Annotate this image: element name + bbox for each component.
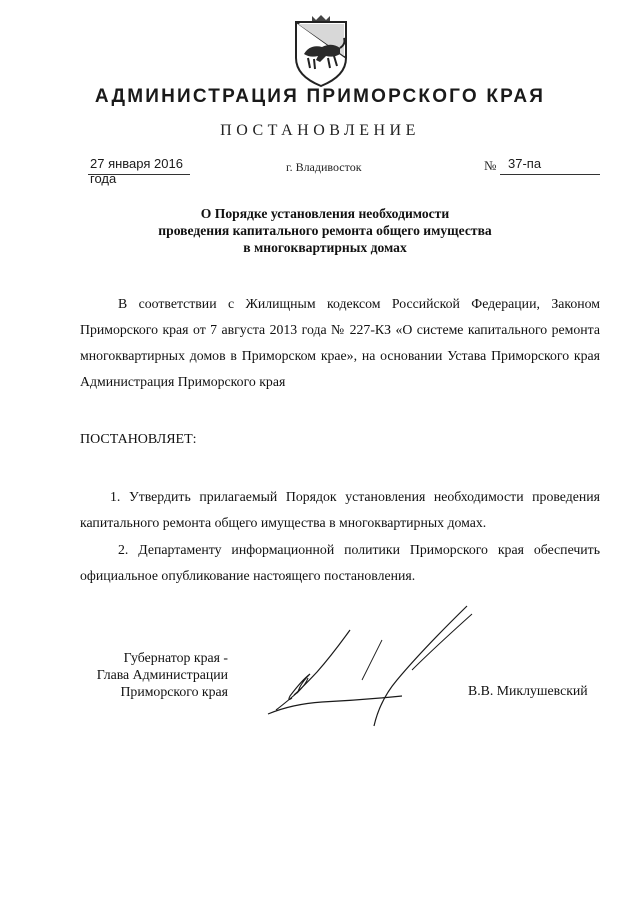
document-heading — [140, 205, 510, 256]
role-line-1: Губернатор края - — [123, 650, 228, 665]
number-value: 37-па — [508, 156, 542, 171]
number-field — [500, 156, 600, 175]
city: г. Владивосток — [286, 160, 362, 174]
organization-title: АДМИНИСТРАЦИЯ ПРИМОРСКОГО КРАЯ — [94, 86, 546, 107]
date-value: 27 января 2016 года — [90, 156, 183, 186]
document-type: ПОСТАНОВЛЕНИЕ — [220, 122, 420, 139]
resolves-heading: ПОСТАНОВЛЯЕТ: — [80, 432, 197, 447]
coat-of-arms-icon — [290, 14, 352, 88]
signatory-role — [78, 649, 228, 700]
role-line-3: Приморского края — [120, 684, 228, 699]
heading-line-2: проведения капитального ремонта общего имущества — [158, 223, 492, 238]
heading-line-1: О Порядке установления необходимости — [200, 206, 450, 221]
role-line-2: Глава Администрации — [96, 667, 228, 682]
resolution-item-2: 2. Департаменту информационной политики Приморского края обеспечить официальное опубликование настоящего постановления. — [80, 542, 600, 583]
resolution-item-1: 1. Утвердить прилагаемый Порядок установления необходимости проведения капитального ремонта общего имущества в многоквартирных домах. — [80, 489, 600, 530]
date-field — [88, 156, 190, 186]
handwritten-signature — [262, 600, 482, 740]
signer-name: В.В. Миклушевский — [468, 683, 588, 698]
number-label: № — [484, 158, 497, 173]
heading-line-3: в многоквартирных домах — [243, 240, 407, 255]
preamble-paragraph: В соответствии с Жилищным кодексом Российской Федерации, Законом Приморского края от 7 августа 2013 года № 227-КЗ «О системе капитального ремонта многоквартирных домов в Приморском крае», на основании Устава Приморского края Администрация Приморского края — [80, 296, 600, 389]
